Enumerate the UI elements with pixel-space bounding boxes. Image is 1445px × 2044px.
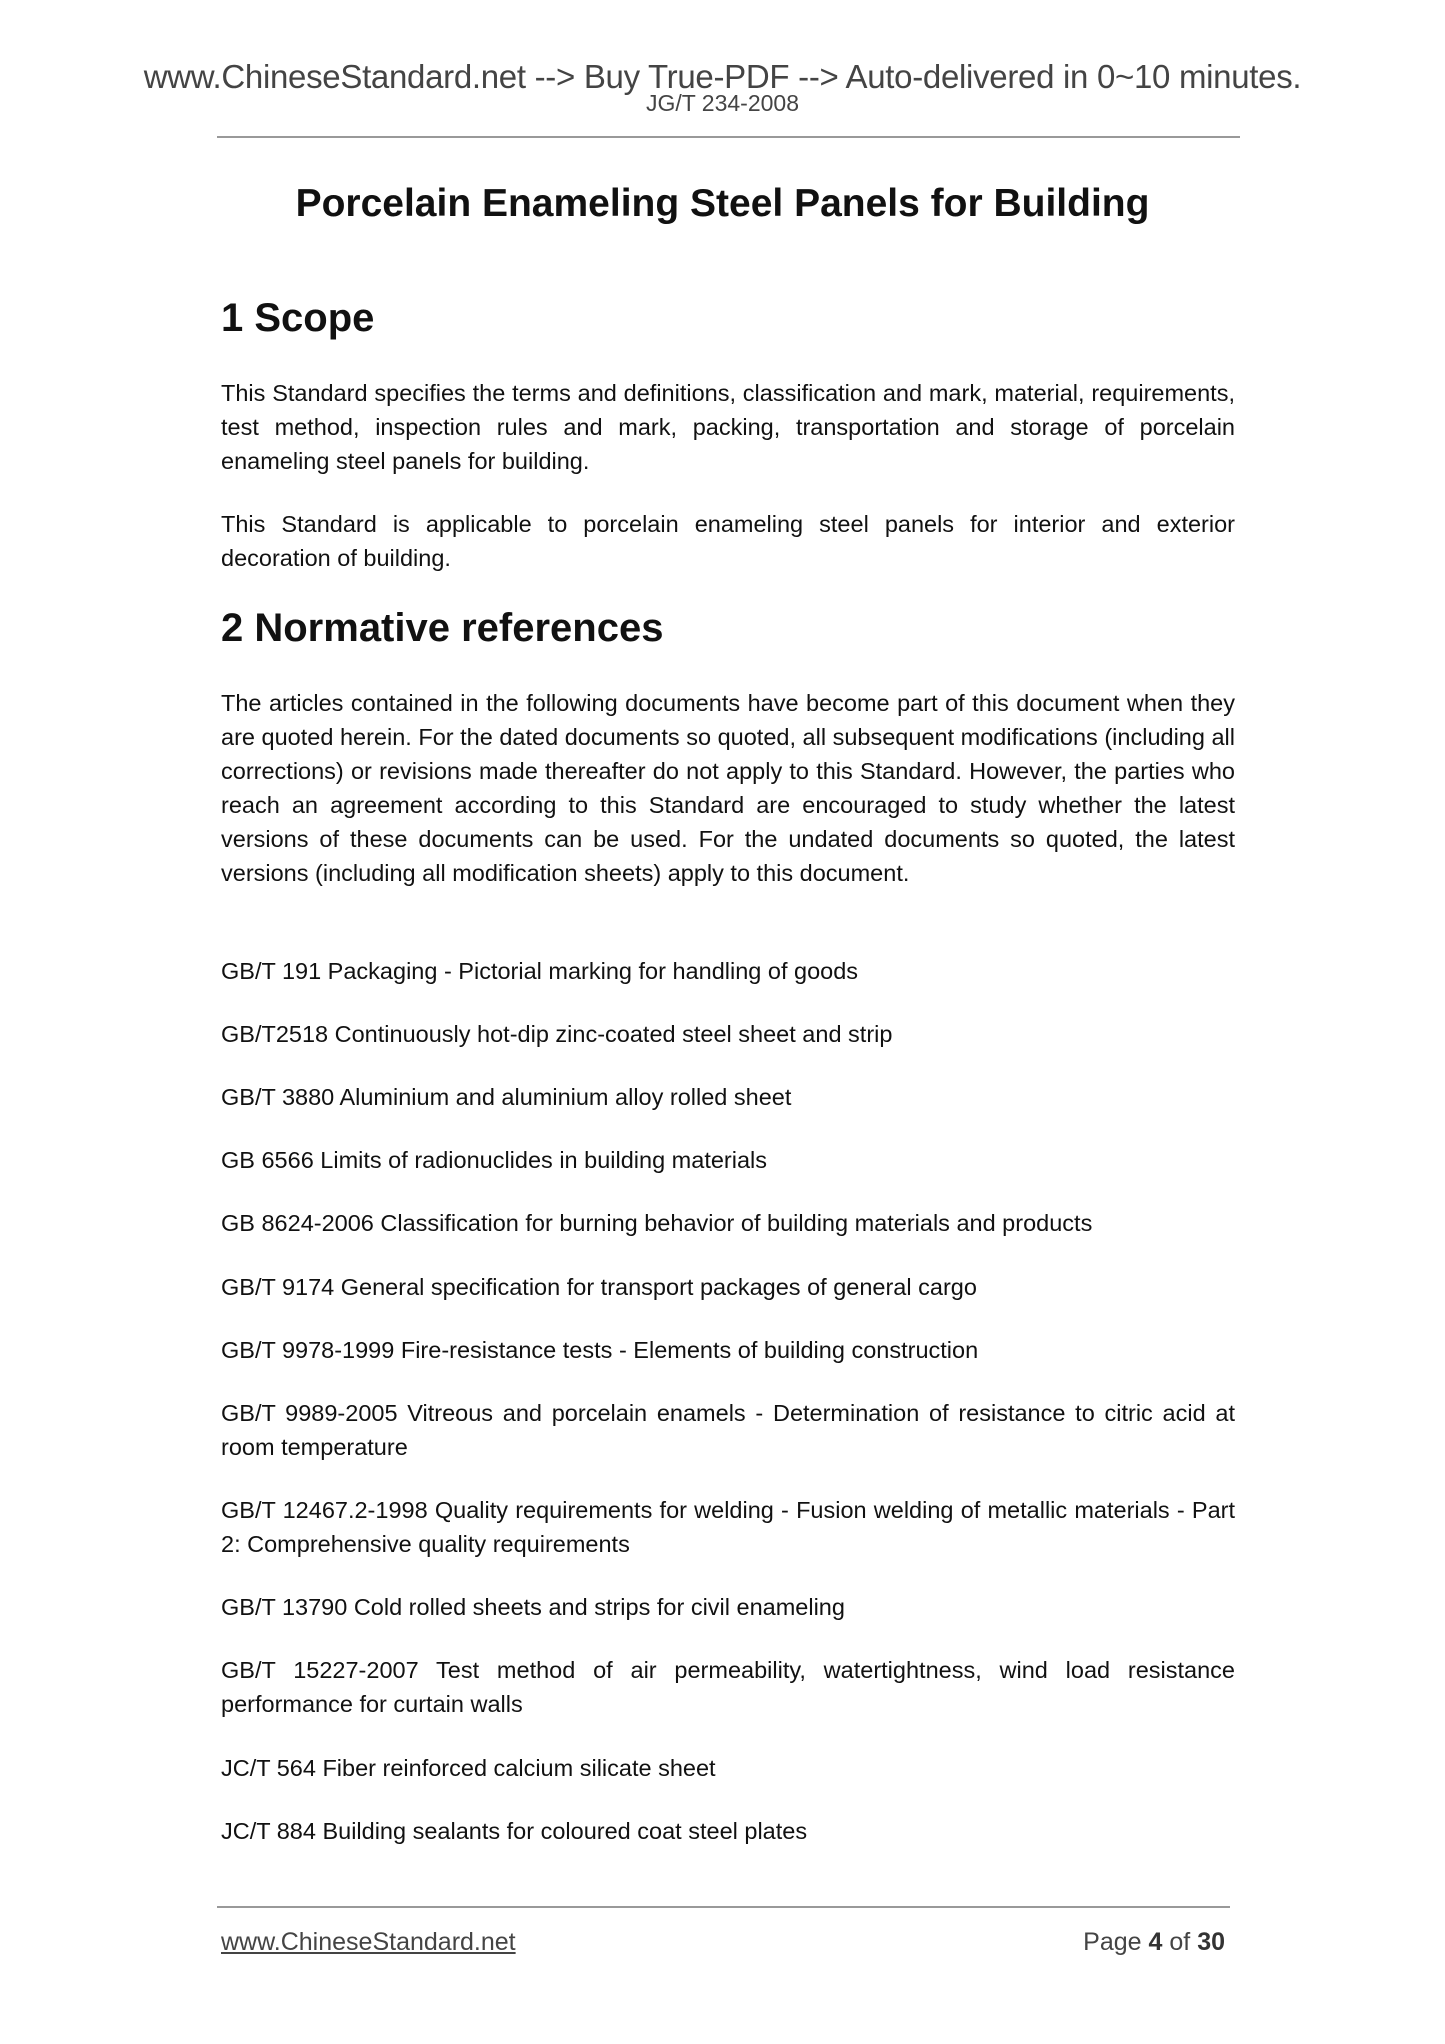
section-heading-scope: 1 Scope: [221, 296, 375, 340]
reference-item: GB/T 9174 General specification for transport packages of general cargo: [221, 1274, 977, 1300]
reference-item: GB/T 13790 Cold rolled sheets and strips for civil enameling: [221, 1594, 845, 1620]
reference-item: GB/T 3880 Aluminium and aluminium alloy rolled sheet: [221, 1084, 792, 1110]
reference-item: GB/T 15227-2007 Test method of air permeability, watertightness, wind load resistance performance for curtain walls: [221, 1657, 1235, 1717]
reference-item: JC/T 884 Building sealants for coloured coat steel plates: [221, 1818, 808, 1844]
reference-item: GB/T2518 Continuously hot-dip zinc-coated steel sheet and strip: [221, 1021, 893, 1047]
page-label: Page: [1083, 1928, 1142, 1956]
page-total: 30: [1197, 1928, 1225, 1956]
reference-item: JC/T 564 Fiber reinforced calcium silicate sheet: [221, 1755, 716, 1781]
document-title: Porcelain Enameling Steel Panels for Building: [295, 182, 1150, 225]
reference-item: GB/T 12467.2-1998 Quality requirements for welding - Fusion welding of metallic materials - Part 2: Comprehensive quality requirements: [221, 1497, 1235, 1557]
reference-item: GB 6566 Limits of radionuclides in building materials: [221, 1147, 768, 1173]
page-of: of: [1169, 1928, 1191, 1956]
reference-item: GB 8624-2006 Classification for burning behavior of building materials and products: [221, 1210, 1093, 1236]
paragraph: This Standard specifies the terms and definitions, classification and mark, material, requirements, test method, inspection rules and mark, packing, transportation and storage of porcelain enameling steel panels for building.: [221, 380, 1235, 474]
reference-item: GB/T 9989-2005 Vitreous and porcelain enamels - Determination of resistance to citric acid at room temperature: [221, 1400, 1235, 1460]
paragraph: This Standard is applicable to porcelain enameling steel panels for interior and exterior decoration of building.: [221, 511, 1235, 571]
reference-item: GB/T 9978-1999 Fire-resistance tests - Elements of building construction: [221, 1337, 979, 1363]
header-banner: www.ChineseStandard.net --> Buy True-PDF --> Auto-delivered in 0~10 minutes.: [143, 58, 1302, 95]
section-heading-normative-references: 2 Normative references: [221, 606, 664, 650]
doc-code: JG/T 234-2008: [645, 90, 799, 116]
paragraph: The articles contained in the following documents have become part of this document when they are quoted herein. For the dated documents so quoted, all subsequent modifications (including all corrections) or revisions made thereafter do not apply to this Standard. However, the parties who reach an agreement according to this Standard are encouraged to study whether the latest versions of these documents can be used. For the undated documents so quoted, the latest versions (including all modification sheets) apply to this document.: [221, 690, 1235, 886]
page-number: 4: [1148, 1928, 1163, 1956]
reference-item: GB/T 191 Packaging - Pictorial marking for handling of goods: [221, 958, 859, 984]
header-divider: [217, 136, 1240, 138]
page-indicator: [1083, 1928, 1225, 1957]
footer-divider: [217, 1906, 1230, 1908]
footer-website-link[interactable]: www.ChineseStandard.net: [221, 1928, 516, 1956]
